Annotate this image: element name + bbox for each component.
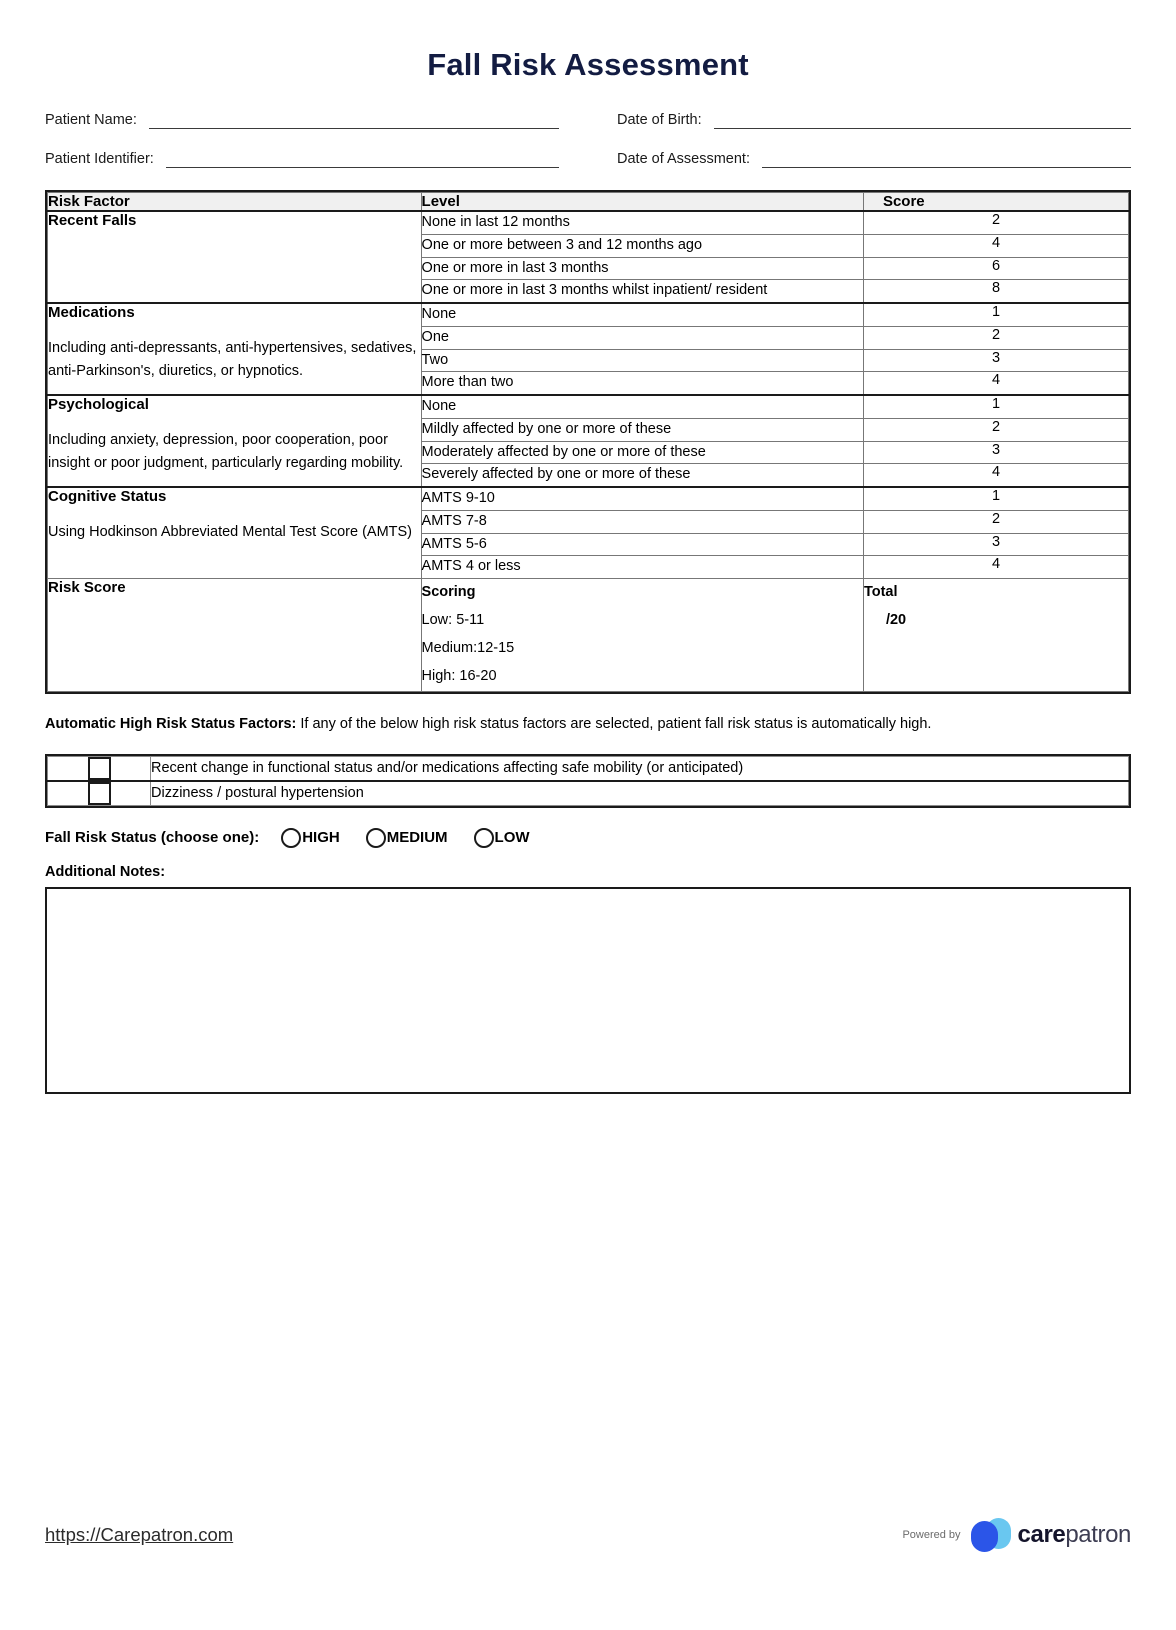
- automatic-high-risk-checklist-container: [45, 754, 1131, 808]
- radio-label-high: HIGH: [302, 829, 340, 847]
- table-row: [48, 487, 1129, 510]
- score-cell: 8: [863, 280, 1128, 303]
- date-of-assessment-field: [599, 151, 1131, 168]
- score-cell: 3: [863, 441, 1128, 464]
- risk-table-header: [48, 193, 1129, 212]
- checklist-item-label: Recent change in functional status and/or medications affecting safe mobility (or anticipated): [151, 756, 1129, 781]
- score-cell: 2: [863, 211, 1128, 234]
- score-cell: 2: [863, 326, 1128, 349]
- date-of-birth-input[interactable]: [714, 114, 1131, 129]
- automatic-high-risk-description: If any of the below high risk status factors are selected, patient fall risk status is automatically high.: [296, 716, 932, 733]
- table-row: [48, 211, 1129, 234]
- level-cell[interactable]: AMTS 9-10: [421, 487, 863, 510]
- fall-risk-status-options: [281, 828, 555, 848]
- checklist-item-label: Dizziness / postural hypertension: [151, 781, 1129, 806]
- powered-by-label: Powered by: [902, 1529, 961, 1541]
- radio-option-medium[interactable]: [366, 828, 448, 848]
- score-cell: 3: [863, 533, 1128, 556]
- carepatron-branding: [902, 1518, 1131, 1552]
- patient-info-row-1: [45, 112, 1131, 129]
- fall-risk-status-label: Fall Risk Status (choose one):: [45, 829, 260, 847]
- level-cell[interactable]: Two: [421, 349, 863, 372]
- scoring-line-low: Low: 5-11: [421, 612, 485, 629]
- score-cell: 1: [863, 303, 1128, 326]
- total-value: /20: [885, 612, 907, 629]
- risk-factor-cell-cognitive-status: [48, 487, 422, 579]
- checkbox-icon[interactable]: [88, 782, 111, 805]
- level-cell[interactable]: One or more in last 3 months whilst inpatient/ resident: [421, 280, 863, 303]
- risk-factor-description: Including anxiety, depression, poor cooperation, poor insight or poor judgment, particularly regarding mobility.: [48, 431, 404, 472]
- level-cell[interactable]: AMTS 7-8: [421, 510, 863, 533]
- score-cell: 2: [863, 418, 1128, 441]
- risk-factor-title: Recent Falls: [48, 212, 137, 230]
- automatic-high-risk-checklist: [47, 756, 1129, 806]
- risk-score-row: [48, 579, 1129, 692]
- risk-score-label: Risk Score: [48, 579, 422, 692]
- level-cell[interactable]: AMTS 4 or less: [421, 556, 863, 579]
- risk-assessment-table-container: [45, 190, 1131, 694]
- patient-identifier-field: [45, 151, 599, 168]
- radio-label-low: LOW: [494, 829, 530, 847]
- date-of-assessment-label: Date of Assessment:: [617, 151, 750, 168]
- checkbox-cell[interactable]: [48, 756, 151, 781]
- level-cell[interactable]: Mildly affected by one or more of these: [421, 418, 863, 441]
- risk-factor-title: Psychological: [48, 396, 149, 414]
- risk-factor-cell-psychological: [48, 395, 422, 487]
- score-cell: 4: [863, 234, 1128, 257]
- date-of-birth-label: Date of Birth:: [617, 112, 702, 129]
- risk-factor-description: Using Hodkinson Abbreviated Mental Test Score (AMTS): [48, 523, 413, 540]
- fall-risk-status-row: [45, 828, 1131, 848]
- carepatron-url-link[interactable]: https://Carepatron.com: [45, 1524, 234, 1545]
- risk-factor-description: Including anti-depressants, anti-hypertensives, sedatives, anti-Parkinson's, diuretics, or hypnotics.: [48, 339, 417, 380]
- level-cell[interactable]: None in last 12 months: [421, 211, 863, 234]
- patient-identifier-label: Patient Identifier:: [45, 151, 154, 168]
- level-cell[interactable]: Severely affected by one or more of these: [421, 464, 863, 487]
- additional-notes-input[interactable]: [45, 887, 1131, 1094]
- level-cell[interactable]: AMTS 5-6: [421, 533, 863, 556]
- list-item: [48, 781, 1129, 806]
- score-cell: 6: [863, 257, 1128, 280]
- level-cell[interactable]: One or more in last 3 months: [421, 257, 863, 280]
- level-cell[interactable]: More than two: [421, 372, 863, 395]
- score-cell: 4: [863, 372, 1128, 395]
- radio-icon[interactable]: [474, 828, 494, 848]
- score-cell: 1: [863, 487, 1128, 510]
- carepatron-wordmark: [1018, 1521, 1131, 1549]
- date-of-assessment-input[interactable]: [762, 153, 1131, 168]
- patient-info-row-2: [45, 151, 1131, 168]
- radio-icon[interactable]: [366, 828, 386, 848]
- scoring-line-high: High: 16-20: [421, 668, 497, 685]
- table-row: [48, 395, 1129, 418]
- total-score-cell[interactable]: [863, 579, 1128, 692]
- patient-name-input[interactable]: [149, 114, 559, 129]
- radio-option-low[interactable]: [474, 828, 530, 848]
- wordmark-patron: patron: [1065, 1521, 1131, 1548]
- scoring-title: Scoring: [421, 584, 476, 601]
- scoring-legend-cell: [421, 579, 863, 692]
- score-cell: 2: [863, 510, 1128, 533]
- level-cell[interactable]: None: [421, 395, 863, 418]
- automatic-high-risk-heading: Automatic High Risk Status Factors:: [45, 716, 297, 733]
- radio-label-medium: MEDIUM: [386, 829, 448, 847]
- level-cell[interactable]: Moderately affected by one or more of these: [421, 441, 863, 464]
- date-of-birth-field: [599, 112, 1131, 129]
- risk-factor-title: Cognitive Status: [48, 488, 167, 506]
- column-header-risk-factor: Risk Factor: [48, 193, 422, 212]
- score-cell: 4: [863, 464, 1128, 487]
- page-footer: [0, 1518, 1176, 1552]
- level-cell[interactable]: None: [421, 303, 863, 326]
- patient-name-field: [45, 112, 599, 129]
- risk-table-header-row: [48, 193, 1129, 212]
- risk-assessment-table: [47, 192, 1129, 692]
- carepatron-logo-icon: [971, 1518, 1011, 1552]
- table-row: [48, 303, 1129, 326]
- patient-name-label: Patient Name:: [45, 112, 137, 129]
- column-header-score: Score: [863, 193, 1128, 212]
- score-cell: 4: [863, 556, 1128, 579]
- list-item: [48, 756, 1129, 781]
- checkbox-icon[interactable]: [88, 757, 111, 780]
- patient-identifier-input[interactable]: [166, 153, 559, 168]
- page-title: Fall Risk Assessment: [427, 47, 749, 82]
- scoring-line-medium: Medium:12-15: [421, 640, 515, 657]
- risk-factor-title: Medications: [48, 304, 135, 322]
- patient-info-block: [0, 112, 1176, 168]
- risk-factor-cell-medications: [48, 303, 422, 395]
- checkbox-cell[interactable]: [48, 781, 151, 806]
- score-cell: 3: [863, 349, 1128, 372]
- radio-icon[interactable]: [281, 828, 301, 848]
- radio-option-high[interactable]: [281, 828, 340, 848]
- automatic-high-risk-note: [45, 713, 1055, 736]
- additional-notes-label: Additional Notes:: [45, 863, 166, 880]
- wordmark-care: care: [1017, 1521, 1066, 1548]
- total-label: Total: [863, 584, 898, 601]
- risk-table-body: [48, 211, 1129, 691]
- level-cell[interactable]: One: [421, 326, 863, 349]
- level-cell[interactable]: One or more between 3 and 12 months ago: [421, 234, 863, 257]
- column-header-level: Level: [421, 193, 863, 212]
- risk-factor-cell-recent-falls: [48, 211, 422, 303]
- score-cell: 1: [863, 395, 1128, 418]
